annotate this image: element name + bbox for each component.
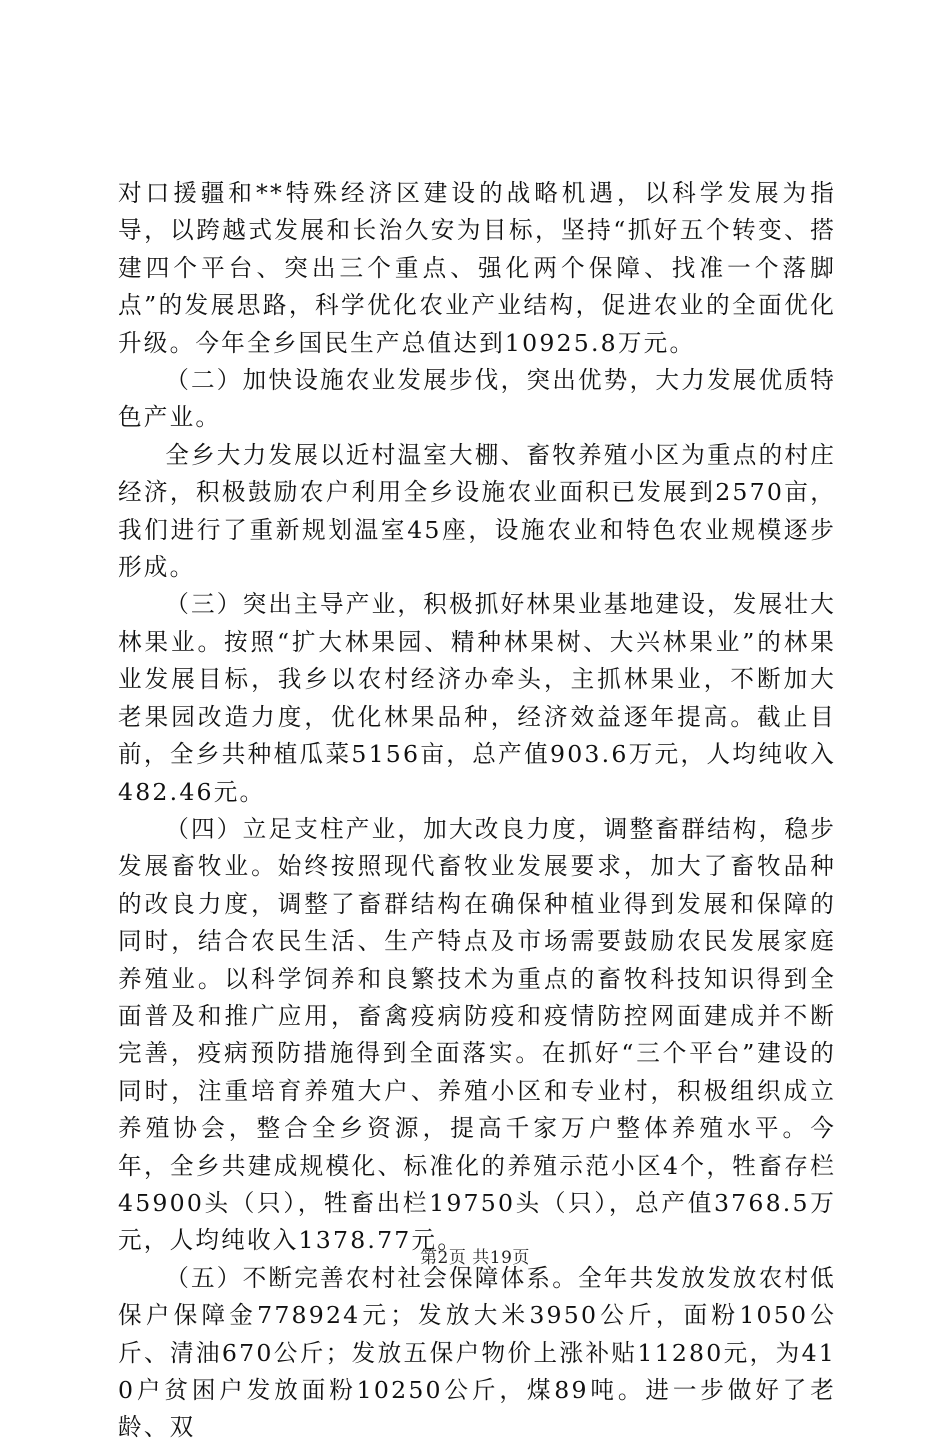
paragraph-greenhouse: 全乡大力发展以近村温室大棚、畜牧养殖小区为重点的村庄经济，积极鼓励农户利用全乡设施农业面积已发展到2570亩，我们进行了重新规划温室45座，设施农业和特色农业规模逐步形成。: [118, 440, 836, 582]
paragraph-section-5-social-security: （五）不断完善农村社会保障体系。全年共发放发放农村低保户保障金778924元；发放大米3950公斤，面粉1050公斤、清油670公斤；发放五保户物价上涨补贴11280元，为410户贫困户发放面粉10250公斤，煤89吨。进一步做好了老龄、双: [118, 1263, 836, 1442]
page-number-footer: 第2页 共19页: [420, 1248, 530, 1268]
paragraph-section-2-heading: （二）加快设施农业发展步伐，突出优势，大力发展优质特色产业。: [118, 366, 836, 432]
paragraph-section-4-livestock: （四）立足支柱产业，加大改良力度，调整畜群结构，稳步发展畜牧业。始终按照现代畜牧业发展要求，加大了畜牧品种的改良力度，调整了畜群结构在确保种植业得到发展和保障的同时，结合农民生活、生产特点及市场需要鼓励农民发展家庭养殖业。以科学饲养和良繁技术为重点的畜牧科技知识得到全面普及和推广应用，畜禽疫病防疫和疫情防控网面建成并不断完善，疫病预防措施得到全面落实。在抓好“三个平台”建设的同时，注重培育养殖大户、养殖小区和专业村，积极组织成立养殖协会，整合全乡资源，提高千家万户整体养殖水平。今年，全乡共建成规模化、标准化的养殖示范小区4个，牲畜存栏45900头（只），牲畜出栏19750头（只），总产值3768.5万元，人均纯收入1378.77元。: [118, 814, 836, 1255]
paragraph-continuation: 对口援疆和**特殊经济区建设的战略机遇，以科学发展为指导，以跨越式发展和长治久安为目标，坚持“抓好五个转变、搭建四个平台、突出三个重点、强化两个保障、找准一个落脚点”的发展思路，科学优化农业产业结构，促进农业的全面优化升级。今年全乡国民生产总值达到10925.8万元。: [118, 179, 836, 357]
paragraph-section-3-forestry: （三）突出主导产业，积极抓好林果业基地建设，发展壮大林果业。按照“扩大林果园、精种林果树、大兴林果业”的林果业发展目标，我乡以农村经济办牵头，主抓林果业，不断加大老果园改造力度，优化林果品种，经济效益逐年提高。截止目前，全乡共种植瓜菜5156亩，总产值903.6万元，人均纯收入482.46元。: [118, 590, 836, 806]
